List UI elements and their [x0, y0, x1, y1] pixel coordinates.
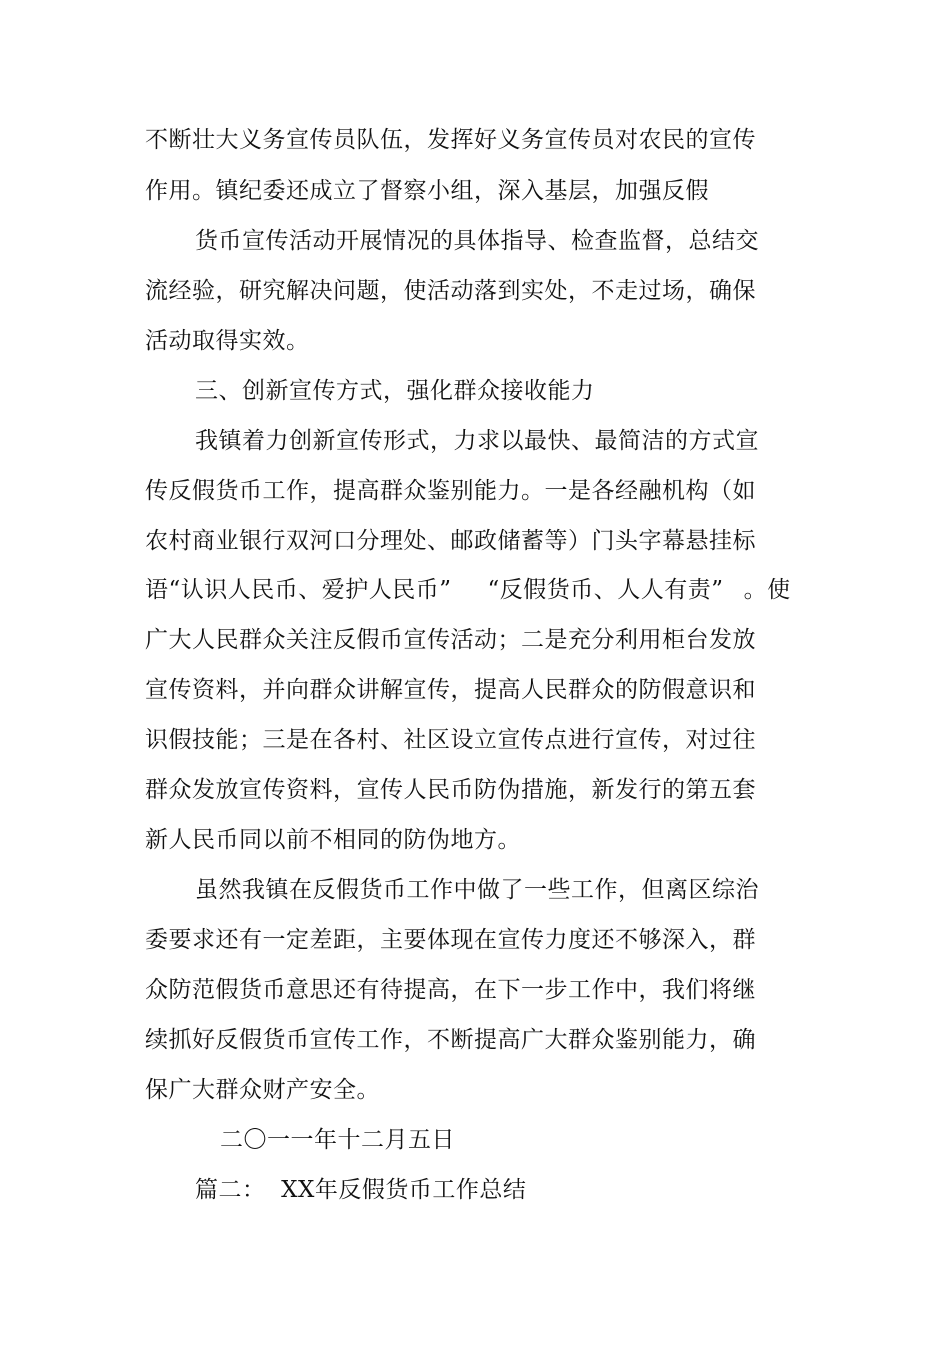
- paragraph-line: 委要求还有一定差距，主要体现在宣传力度还不够深入，群: [145, 927, 756, 953]
- paragraph-line: 保广大群众财产安全。: [145, 1077, 380, 1103]
- paragraph-line: 续抓好反假货币宣传工作，不断提高广大群众鉴别能力，确: [145, 1027, 756, 1053]
- paragraph-line: 广大人民群众关注反假币宣传活动；二是充分利用柜台发放: [145, 627, 756, 653]
- paragraph-line: 群众发放宣传资料，宣传人民币防伪措施，新发行的第五套: [145, 777, 756, 803]
- paragraph-line: 传反假货币工作，提高群众鉴别能力。一是各经融机构（如: [145, 478, 756, 504]
- slogan-2: “反假货币、人人有责”: [487, 577, 724, 603]
- paragraph-line: 作用。镇纪委还成立了督察小组，深入基层，加强反假: [145, 178, 709, 204]
- paragraph-line: 流经验，研究解决问题，使活动落到实处，不走过场，确保: [145, 278, 756, 304]
- paragraph-line: 宣传资料，并向群众讲解宣传，提高人民群众的防假意识和: [145, 677, 756, 703]
- paragraph-line: 新人民币同以前不相同的防伪地方。: [145, 827, 521, 853]
- paragraph-line: 众防范假货币意思还有待提高，在下一步工作中，我们将继: [145, 977, 756, 1003]
- paragraph-line: 活动取得实效。: [145, 328, 310, 354]
- date-line: 二〇一一年十二月五日: [220, 1127, 455, 1153]
- paragraph-line: 货币宣传活动开展情况的具体指导、检查监督，总结交: [195, 228, 759, 254]
- slogan-tail: 。使: [743, 577, 791, 603]
- paragraph-line: 不断壮大义务宣传员队伍，发挥好义务宣传员对农民的宣传: [145, 127, 756, 153]
- article-title: XX年反假货币工作总结: [281, 1177, 527, 1203]
- paragraph-line: 虽然我镇在反假货币工作中做了一些工作，但离区综治: [195, 877, 759, 903]
- paragraph-line: 农村商业银行双河口分理处、邮政储蓄等）门头字幕悬挂标: [145, 528, 756, 554]
- article-label: 篇二：: [195, 1177, 266, 1203]
- next-article-title: [195, 1174, 526, 1206]
- slogan-1: 语“认识人民币、爱护人民币”: [145, 577, 452, 603]
- section-heading: 三、创新宣传方式，强化群众接收能力: [195, 378, 595, 404]
- paragraph-line: [145, 574, 791, 606]
- paragraph-line: 识假技能；三是在各村、社区设立宣传点进行宣传，对过往: [145, 727, 756, 753]
- paragraph-line: 我镇着力创新宣传形式，力求以最快、最简洁的方式宣: [195, 428, 759, 454]
